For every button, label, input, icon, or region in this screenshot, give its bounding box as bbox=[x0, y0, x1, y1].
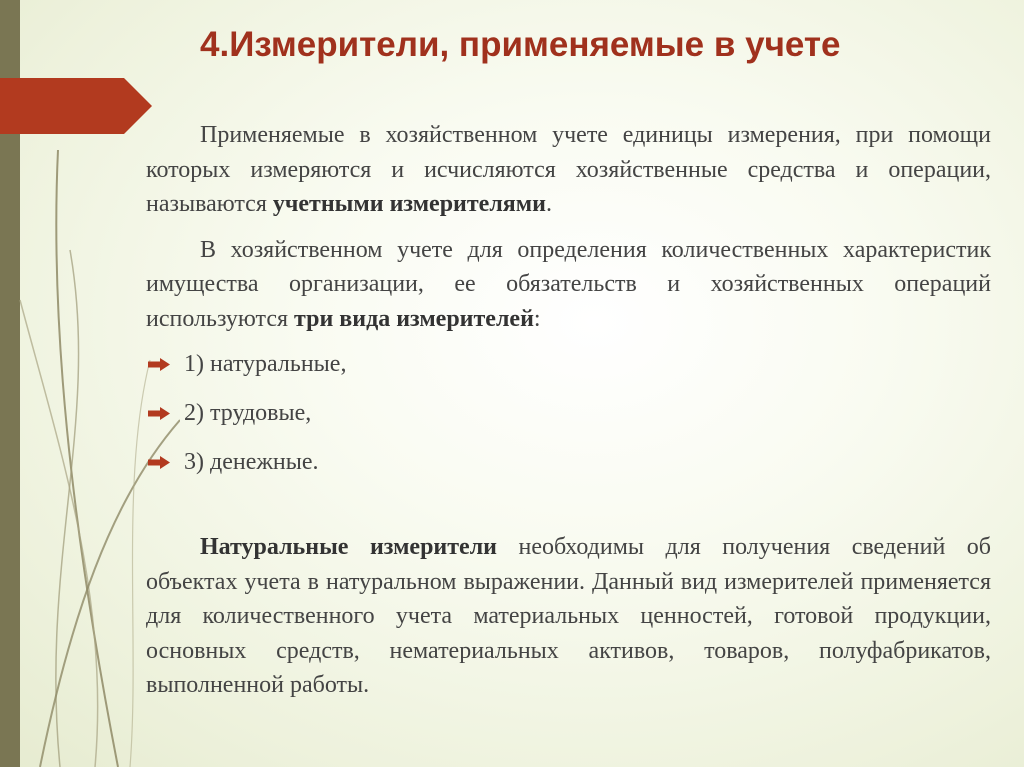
paragraph-definition bbox=[146, 118, 991, 222]
list-item bbox=[146, 396, 991, 445]
list-item bbox=[146, 347, 991, 396]
list-item-label: 3) денежные. bbox=[184, 449, 319, 475]
term-three-types: три вида измерителей bbox=[294, 305, 534, 332]
paragraph-types-text: В хозяйственном учете для определения количественных характеристик имущества организации, ее обязательств и хозяйственных операций используются bbox=[146, 236, 991, 332]
list-item bbox=[146, 445, 991, 494]
paragraph-natural-text: необходимы для получения сведений об объектах учета в натуральном выражении. Данный вид измерителей применяется для количественного учета материальных ценностей, готовой продукции, основных средств, нематериальных активов, товаров, полуфабрикатов, выполненной работы. bbox=[146, 534, 991, 698]
paragraph-types-tail: : bbox=[533, 305, 541, 332]
term-accounting-meters: учетными измерителями bbox=[272, 191, 546, 217]
paragraph-types-intro bbox=[146, 233, 991, 337]
slide-title: 4.Измерители, применяемые в учете bbox=[200, 25, 841, 64]
paragraph-definition-text: Применяемые в хозяйственном учете единицы измерения, при помощи которых измеряются и исчисляются хозяйственные средства и операции, называются bbox=[146, 122, 991, 217]
slide-body bbox=[146, 118, 991, 714]
term-natural-meters: Натуральные измерители bbox=[200, 534, 497, 560]
arrow-right-icon bbox=[148, 456, 170, 469]
paragraph-natural-meters bbox=[146, 530, 991, 703]
arrow-right-icon bbox=[148, 407, 170, 420]
arrow-right-icon bbox=[148, 358, 170, 371]
list-item-label: 1) натуральные, bbox=[184, 351, 347, 377]
list-item-label: 2) трудовые, bbox=[184, 400, 312, 426]
paragraph-definition-tail: . bbox=[545, 191, 552, 217]
meter-types-list bbox=[146, 347, 991, 494]
